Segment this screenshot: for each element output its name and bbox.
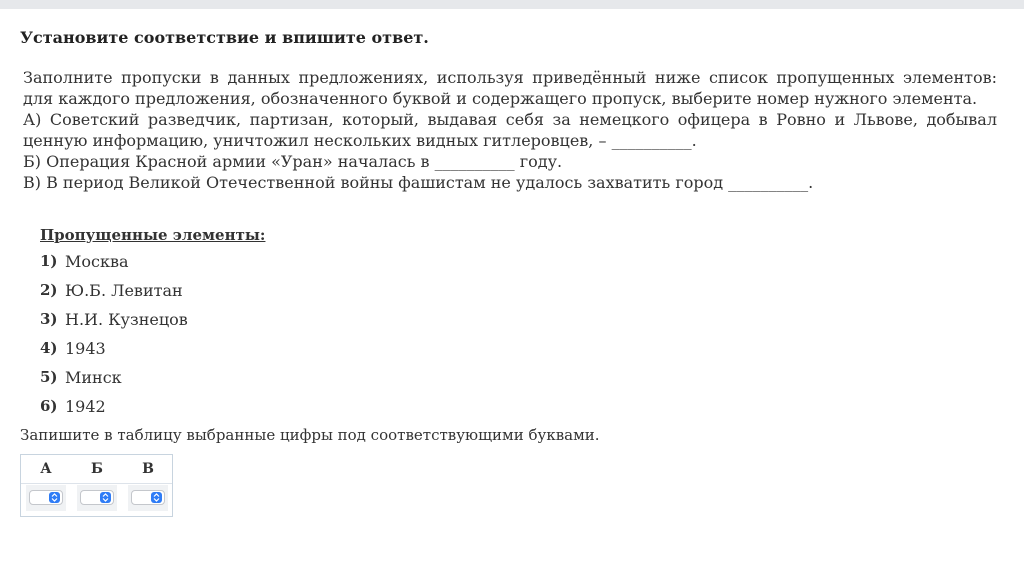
top-strip (0, 0, 1024, 9)
option-number: 5) (40, 368, 58, 386)
header-cell-a: А (40, 461, 52, 477)
answer-select-b[interactable] (80, 490, 114, 505)
missing-elements-heading: Пропущенные элементы: (40, 226, 266, 244)
chevron-updown-icon[interactable] (49, 492, 60, 503)
sentence-a: А) Советский разведчик, партизан, который, выдавая себя за немецкого офицера в Ровно и Львове, добывал ценную информацию, уничтожил нескольких видных гитлеровцев, – __________. (23, 110, 997, 150)
answer-table (20, 454, 173, 517)
option-number: 2) (40, 281, 58, 299)
header-cell-c: В (142, 461, 154, 477)
task-intro: Заполните пропуски в данных предложениях, используя приведённый ниже список пропущенных элементов: для каждого предложения, обозначенного буквой и содержащего пропуск, выберите номер нужного элемента. (23, 68, 997, 108)
sentence-b: Б) Операция Красной армии «Уран» началась в __________ году. (23, 152, 563, 171)
answer-cell-c (128, 485, 168, 511)
chevron-updown-icon[interactable] (100, 492, 111, 503)
option-text: Н.И. Кузнецов (65, 310, 188, 329)
task-text (23, 67, 997, 193)
answer-select-c[interactable] (131, 490, 165, 505)
option-text: Москва (65, 252, 129, 271)
option-number: 3) (40, 310, 58, 328)
header-cell-b: Б (91, 461, 103, 477)
page-title: Установите соответствие и впишите ответ. (20, 28, 429, 47)
answer-select-a[interactable] (29, 490, 63, 505)
option-text: 1943 (65, 339, 106, 358)
option-text: Минск (65, 368, 122, 387)
answer-cell-b (77, 485, 117, 511)
sentence-c: В) В период Великой Отечественной войны фашистам не удалось захватить город __________. (23, 173, 814, 192)
option-number: 1) (40, 252, 58, 270)
answer-table-header (21, 455, 172, 484)
option-number: 6) (40, 397, 58, 415)
chevron-updown-icon[interactable] (151, 492, 162, 503)
option-text: Ю.Б. Левитан (65, 281, 183, 300)
option-number: 4) (40, 339, 58, 357)
instruction-text: Запишите в таблицу выбранные цифры под соответствующими буквами. (20, 426, 600, 444)
answer-cell-a (26, 485, 66, 511)
option-text: 1942 (65, 397, 106, 416)
